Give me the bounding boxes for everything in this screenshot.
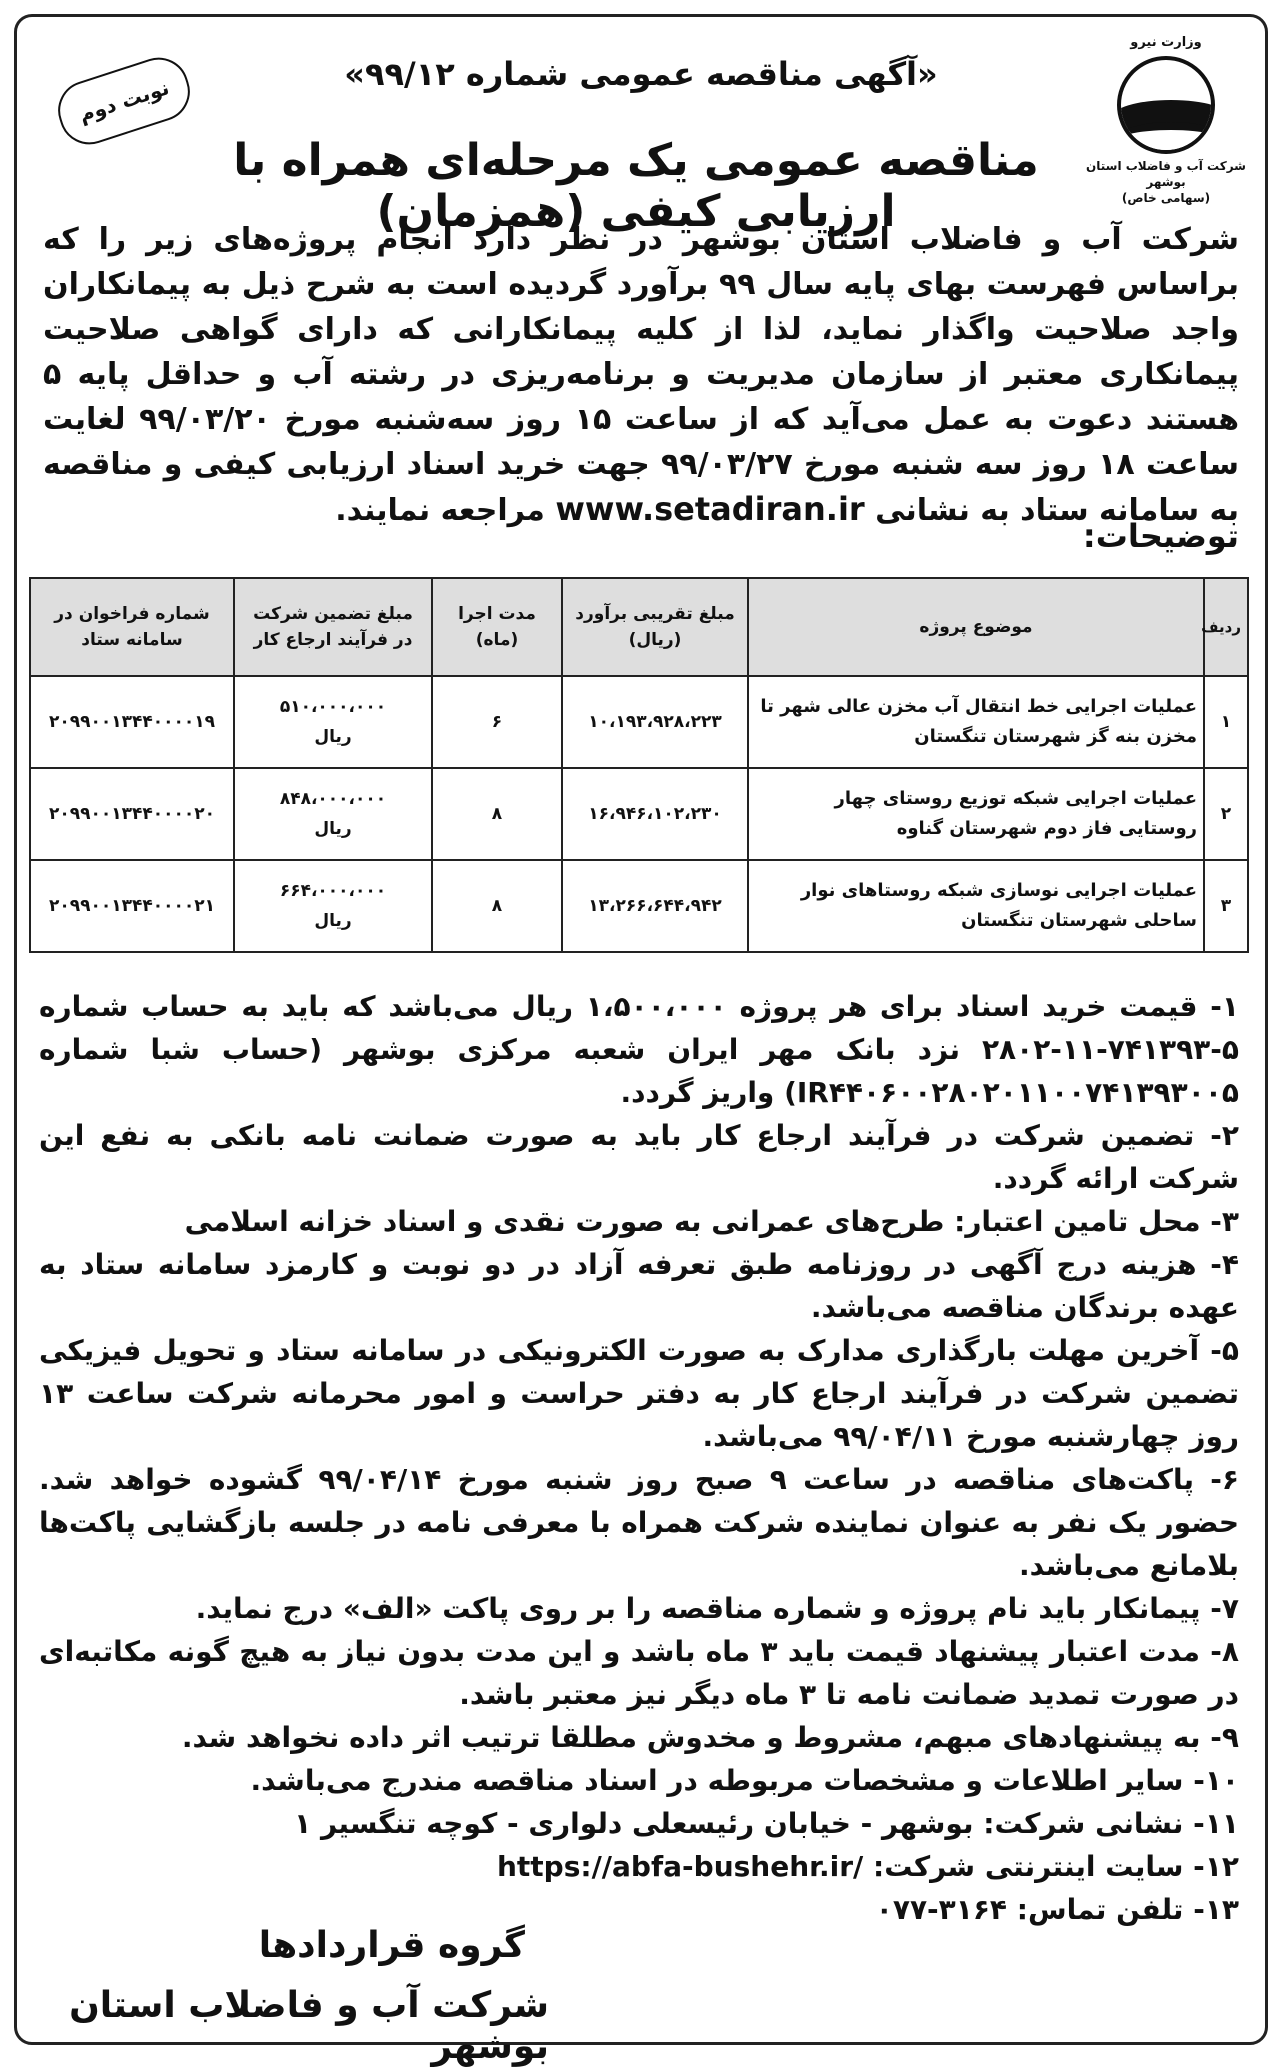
note-item: ۵- آخرین مهلت بارگذاری مدارک به صورت الکترونیکی در سامانه ستاد و تحویل فیزیکی تضمین شرکت در فرآیند ارجاع کار به دفتر حراست و امور محرمانه شرکت ساعت ۱۳ روز چهارشنبه مورخ ۹۹/۰۴/۱۱ می‌باشد. [39, 1334, 1239, 1453]
main-title: مناقصه عمومی یک مرحله‌ای همراه با ارزیابی کیفی (همزمان) [233, 135, 1039, 237]
table-row [30, 676, 1248, 768]
note-item: ۶- پاکت‌های مناقصه در ساعت ۹ صبح روز شنبه مورخ ۹۹/۰۴/۱۴ گشوده خواهد شد. حضور یک نفر به عنوان نماینده شرکت همراه با معرفی نامه در جلسه بازگشایی پاکت‌ها بلامانع می‌باشد. [39, 1463, 1239, 1582]
project-estimate: ۱۳،۲۶۶،۶۴۴،۹۴۲ [562, 860, 748, 952]
note-item: ۱۱- نشانی شرکت: بوشهر - خیابان رئیسعلی دلواری - کوچه تنگسیر ۱ [294, 1807, 1239, 1840]
note-item: ۷- پیمانکار باید نام پروژه و شماره مناقصه را بر روی پاکت «الف» درج نماید. [195, 1592, 1239, 1625]
note-item: ۱۰- سایر اطلاعات و مشخصات مربوطه در اسناد مناقصه مندرج می‌باشد. [250, 1764, 1239, 1797]
header-subject: موضوع پروژه [748, 578, 1204, 676]
signature-company: شرکت آب و فاضلاب استان بوشهر [69, 1985, 549, 2067]
guarantee-unit: ریال [314, 911, 352, 931]
intro-text: شرکت آب و فاضلاب استان بوشهر در نظر دارد انجام پروژه‌های زیر را که براساس فهرست بهای پایه سال ۹۹ برآورد گردیده است به شرح ذیل به پیمانکاران واجد صلاحیت واگذار نماید، لذا از کلیه پیمانکارانی که دارای گواهی صلاحیت پیمانکاری معتبر از سازمان مدیریت و برنامه‌ریزی در رشته آب و حداقل پایه ۵ هستند دعوت به عمل می‌آید که از ساعت ۱۵ روز سه‌شنبه مورخ ۹۹/۰۳/۲۰ لغایت ساعت ۱۸ روز سه شنبه مورخ ۹۹/۰۳/۲۷ جهت خرید اسناد ارزیابی کیفی و مناقصه به سامانه ستاد به نشانی [43, 222, 1240, 528]
water-drop-icon [1117, 56, 1215, 154]
note-item-website [39, 1845, 1239, 1888]
row-number: ۱ [1204, 676, 1248, 768]
header-guarantee: مبلغ تضمین شرکت در فرآیند ارجاع کار [234, 578, 432, 676]
guarantee-unit: ریال [314, 819, 352, 839]
notes-list [39, 985, 1239, 1931]
header-row-number: ردیف [1204, 578, 1248, 676]
table-header-row [30, 578, 1248, 676]
note-item: ۱- قیمت خرید اسناد برای هر پروژه ۱،۵۰۰،۰۰۰ ریال می‌باشد که باید به حساب شماره ۵-۷۴۱۳۹۳-۱۱-۲۸۰۲ نزد بانک مهر ایران شعبه مرکزی بوشهر (حساب شبا شماره IR۴۴۰۶۰۰۲۸۰۲۰۱۱۰۰۷۴۱۳۹۳۰۰۵) واریز گردد. [39, 990, 1239, 1109]
phone-label: ۱۳- تلفن تماس: [1016, 1893, 1239, 1926]
website-label: ۱۲- سایت اینترنتی شرکت: [873, 1850, 1239, 1883]
company-website-link[interactable]: https://abfa-bushehr.ir/ [496, 1850, 864, 1883]
project-duration: ۸ [432, 860, 562, 952]
row-number: ۲ [1204, 768, 1248, 860]
table-row [30, 860, 1248, 952]
second-round-badge: نوبت دوم [50, 50, 197, 152]
project-duration: ۶ [432, 676, 562, 768]
note-item: ۹- به پیشنهادهای مبهم، مشروط و مخدوش مطلقا ترتیب اثر داده نخواهد شد. [181, 1721, 1239, 1754]
notes-title: توضیحات: [1082, 517, 1239, 555]
note-item: ۳- محل تامین اعتبار: طرح‌های عمرانی به صورت نقدی و اسناد خزانه اسلامی [184, 1205, 1239, 1238]
note-item: ۸- مدت اعتبار پیشنهاد قیمت باید ۳ ماه باشد و این مدت بدون نیاز به هیچ گونه مکاتبه‌ای در صورت تمدید ضمانت نامه تا ۳ ماه دیگر نیز معتبر باشد. [39, 1635, 1239, 1711]
header-call-number: شماره فراخوان در سامانه ستاد [30, 578, 234, 676]
notice-title: «آگهی مناقصه عمومی شماره ۹۹/۱۲» [344, 55, 938, 93]
phone-number: ۰۷۷-۳۱۶۴ [875, 1893, 1008, 1926]
intro-tail: مراجعه نمایند. [335, 493, 545, 528]
logo-ministry-text: وزارت نیرو [1130, 35, 1202, 50]
project-duration: ۸ [432, 768, 562, 860]
project-call-number: ۲۰۹۹۰۰۱۳۴۴۰۰۰۰۲۱ [30, 860, 234, 952]
project-subject: عملیات اجرایی شبکه توزیع روستای چهار روستایی فاز دوم شهرستان گناوه [748, 768, 1204, 860]
note-item: ۲- تضمین شرکت در فرآیند ارجاع کار باید به صورت ضمانت نامه بانکی به نفع این شرکت ارائه گردد. [39, 1119, 1239, 1195]
intro-paragraph [43, 217, 1239, 533]
projects-table [29, 577, 1249, 953]
header-duration: مدت اجرا (ماه) [432, 578, 562, 676]
project-estimate: ۱۶،۹۴۶،۱۰۲،۲۳۰ [562, 768, 748, 860]
project-call-number: ۲۰۹۹۰۰۱۳۴۴۰۰۰۰۲۰ [30, 768, 234, 860]
project-estimate: ۱۰،۱۹۳،۹۲۸،۲۲۳ [562, 676, 748, 768]
setad-link[interactable]: www.setadiran.ir [555, 490, 865, 528]
logo-company-text: شرکت آب و فاضلاب استان بوشهر [1086, 159, 1246, 189]
project-call-number: ۲۰۹۹۰۰۱۳۴۴۰۰۰۰۱۹ [30, 676, 234, 768]
project-subject: عملیات اجرایی خط انتقال آب مخزن عالی شهر تا مخزن بنه گز شهرستان تنگستان [748, 676, 1204, 768]
notice-frame [14, 14, 1268, 2067]
guarantee-unit: ریال [314, 727, 352, 747]
signature-group: گروه قراردادها [258, 1925, 525, 1966]
project-guarantee [234, 768, 432, 860]
note-item: ۴- هزینه درج آگهی در روزنامه طبق تعرفه آزاد در دو نوبت و کارمزد سامانه ستاد به عهده برندگان مناقصه می‌باشد. [39, 1248, 1239, 1324]
note-item-phone [39, 1888, 1239, 1931]
project-guarantee [234, 860, 432, 952]
row-number: ۳ [1204, 860, 1248, 952]
project-guarantee [234, 676, 432, 768]
logo-company-type: (سهامی خاص) [1121, 191, 1211, 205]
guarantee-amount: ۶۶۴،۰۰۰،۰۰۰ [279, 881, 387, 901]
company-logo [1081, 35, 1251, 205]
header-estimate: مبلغ تقریبی برآورد (ریال) [562, 578, 748, 676]
project-subject: عملیات اجرایی نوسازی شبکه روستاهای نوار ساحلی شهرستان تنگستان [748, 860, 1204, 952]
guarantee-amount: ۵۱۰،۰۰۰،۰۰۰ [279, 697, 387, 717]
guarantee-amount: ۸۴۸،۰۰۰،۰۰۰ [279, 789, 387, 809]
table-row [30, 768, 1248, 860]
